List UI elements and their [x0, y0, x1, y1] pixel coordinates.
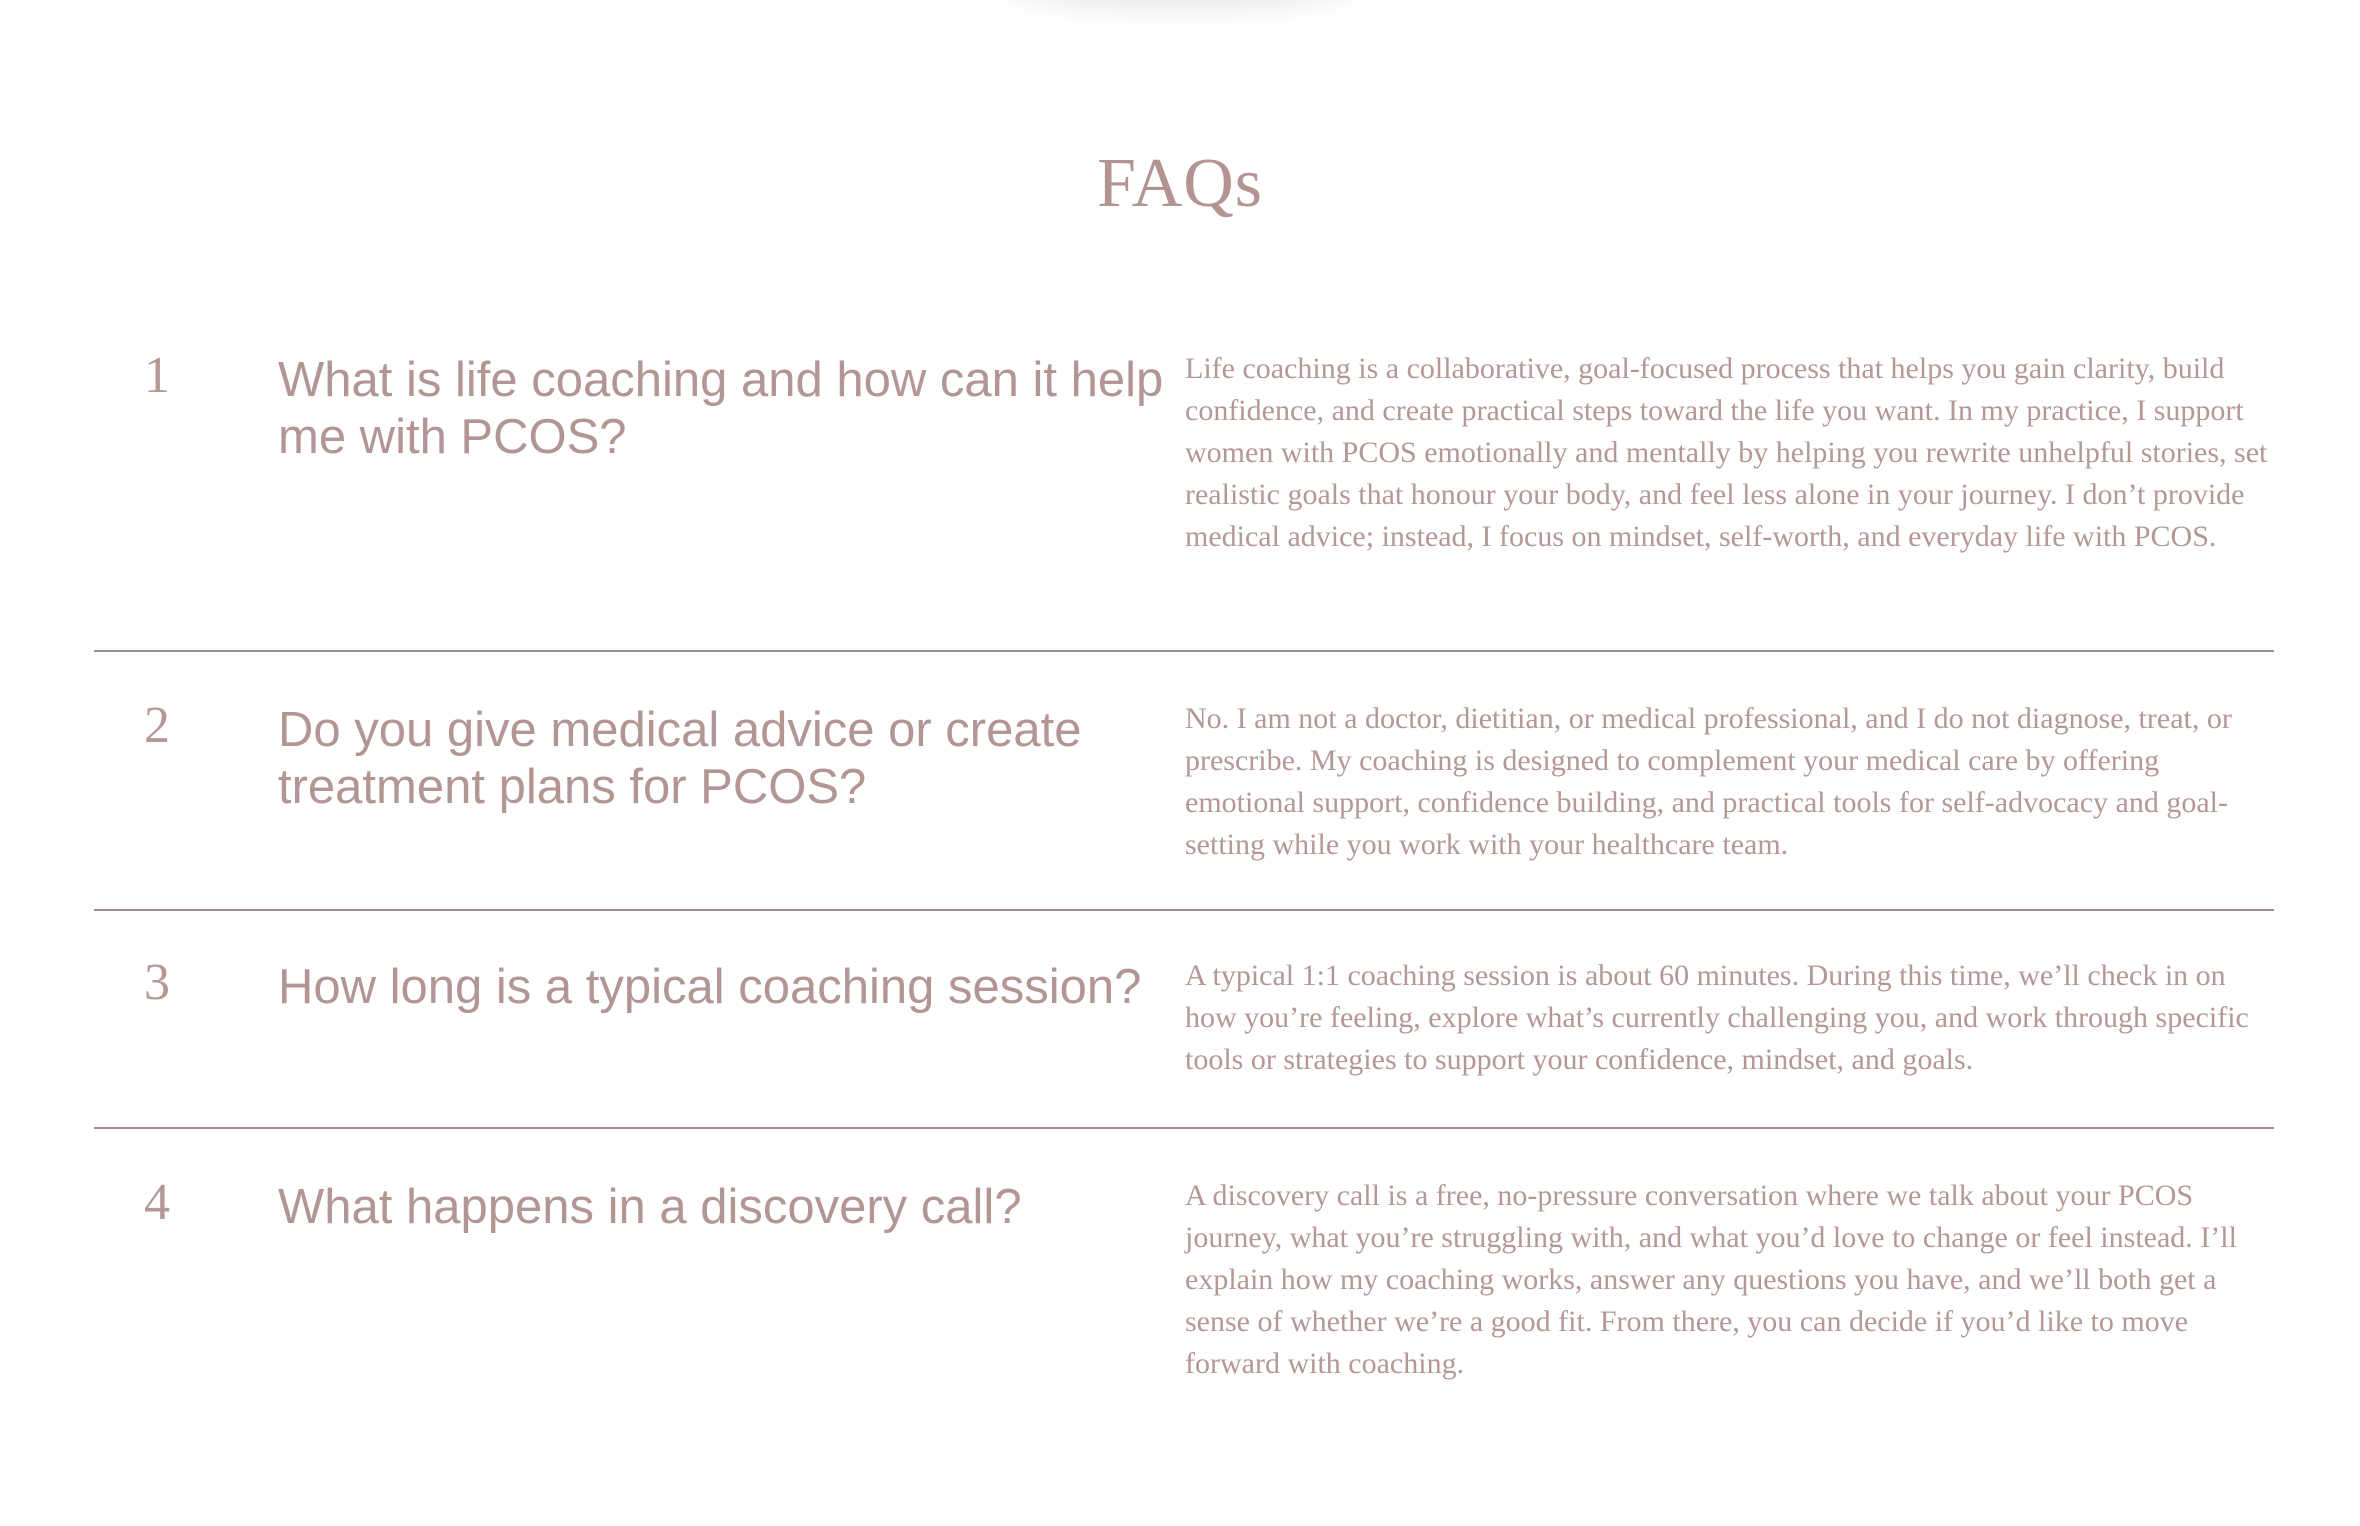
- faq-question: Do you give medical advice or create treatment plans for PCOS?: [278, 703, 1082, 814]
- faq-item-1[interactable]: [94, 348, 2274, 650]
- faq-answer: A typical 1:1 coaching session is about 60 minutes. During this time, we’ll check in on how you’re feeling, explore what’s currently challenging you, and work through specific tools or strategies to support your confidence, mindset, and goals.: [1185, 959, 2249, 1076]
- faq-number: 3: [144, 954, 170, 1011]
- faq-question: What is life coaching and how can it help me with PCOS?: [278, 353, 1164, 464]
- faq-answer: A discovery call is a free, no-pressure conversation where we talk about your PCOS journey, what you’re struggling with, and what you’d love to change or feel instead. I’ll explain how my coaching works, answer any questions you have, and we’ll both get a sense of whether we’re a good fit. From there, you can decide if you’d like to move forward with coaching.: [1185, 1179, 2237, 1380]
- faq-item-4[interactable]: [94, 1127, 2274, 1405]
- faq-question: What happens in a discovery call?: [278, 1180, 1022, 1234]
- faq-number: 1: [144, 347, 170, 404]
- faq-number: 2: [144, 697, 170, 754]
- faq-number: 4: [144, 1174, 170, 1231]
- faq-question: How long is a typical coaching session?: [278, 960, 1142, 1014]
- faq-item-2[interactable]: [94, 650, 2274, 909]
- faq-answer: Life coaching is a collaborative, goal-focused process that helps you gain clarity, build confidence, and create practical steps toward the life you want. In my practice, I support women with PCOS emotionally and mentally by helping you rewrite unhelpful stories, set realistic goals that honour your body, and feel less alone in your journey. I don’t provide medical advice; instead, I focus on mindset, self-worth, and everyday life with PCOS.: [1185, 352, 2268, 553]
- faq-answer: No. I am not a doctor, dietitian, or medical professional, and I do not diagnose, treat, or prescribe. My coaching is designed to complement your medical care by offering emotional support, confidence building, and practical tools for self-advocacy and goal-setting while you work with your healthcare team.: [1185, 702, 2232, 861]
- faq-item-3[interactable]: [94, 909, 2274, 1127]
- page-title: FAQs: [1096, 145, 1264, 222]
- faq-list: [94, 348, 2274, 1405]
